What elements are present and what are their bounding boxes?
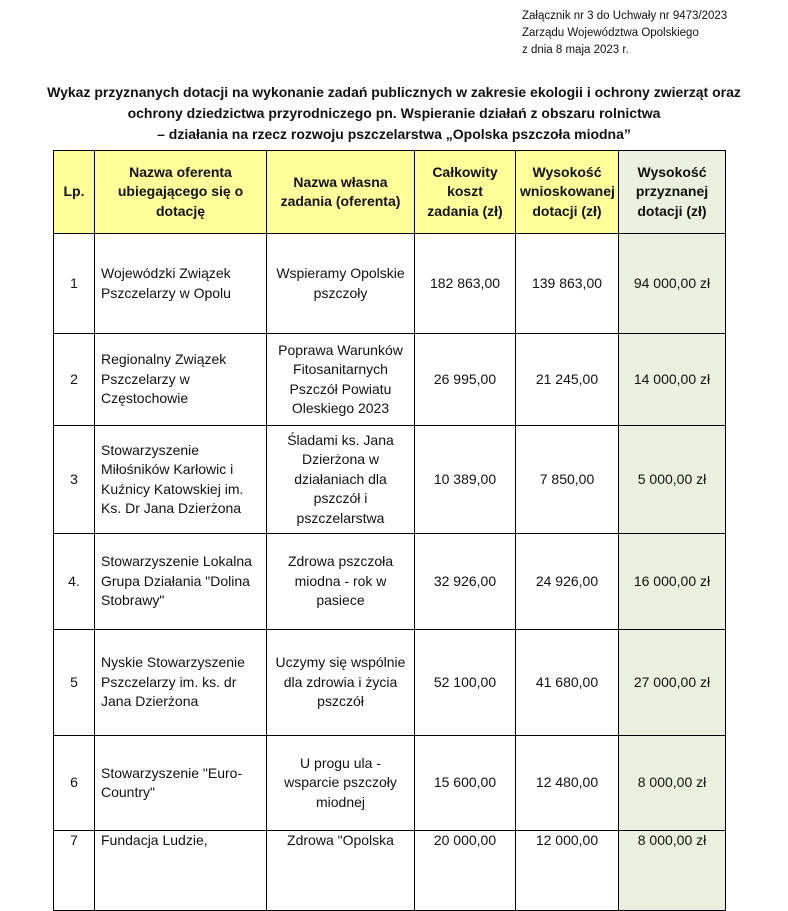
header-oferent: Nazwa oferenta ubiegającego się o dotację — [95, 151, 267, 234]
cell-zadanie: Zdrowa pszczoła miodna - rok w pasiece — [267, 534, 415, 630]
title-line-1: Wykaz przyznanych dotacji na wykonanie zadań publicznych w zakresie ekologii i ochrony zwierząt oraz — [47, 84, 741, 100]
cell-zadanie: U progu ula - wsparcie pszczoły miodnej — [267, 736, 415, 831]
cell-koszt: 26 995,00 — [415, 334, 516, 426]
cell-przyznana: 14 000,00 zł — [619, 334, 726, 426]
header-lp: Lp. — [54, 151, 95, 234]
cell-koszt: 52 100,00 — [415, 630, 516, 736]
table-row — [54, 831, 726, 911]
header-wnioskowana: Wysokość wnioskowanej dotacji (zł) — [516, 151, 619, 234]
cell-zadanie: Poprawa Warunków Fitosanitarnych Pszczół Powiatu Oleskiego 2023 — [267, 334, 415, 426]
attachment-note — [522, 8, 727, 59]
cell-przyznana: 8 000,00 zł — [619, 831, 726, 911]
cell-wnioskowana: 24 926,00 — [516, 534, 619, 630]
document-title — [0, 82, 788, 145]
cell-lp: 1 — [54, 234, 95, 334]
cell-wnioskowana: 7 850,00 — [516, 426, 619, 534]
header-przyznana: Wysokość przyznanej dotacji (zł) — [619, 151, 726, 234]
table-row — [54, 630, 726, 736]
cell-zadanie: Uczymy się wspólnie dla zdrowia i życia pszczół — [267, 630, 415, 736]
cell-lp: 2 — [54, 334, 95, 426]
cell-lp: 7 — [54, 831, 95, 911]
attachment-line-1: Załącznik nr 3 do Uchwały nr 9473/2023 — [522, 10, 728, 22]
cell-zadanie: Śladami ks. Jana Dzierżona w działaniach dla pszczół i pszczelarstwa — [267, 426, 415, 534]
cell-wnioskowana: 139 863,00 — [516, 234, 619, 334]
cell-lp: 3 — [54, 426, 95, 534]
cell-przyznana: 8 000,00 zł — [619, 736, 726, 831]
cell-przyznana: 5 000,00 zł — [619, 426, 726, 534]
cell-koszt: 15 600,00 — [415, 736, 516, 831]
header-koszt: Całkowity koszt zadania (zł) — [415, 151, 516, 234]
cell-wnioskowana: 41 680,00 — [516, 630, 619, 736]
cell-oferent: Stowarzyszenie "Euro-Country" — [95, 736, 267, 831]
cell-wnioskowana: 21 245,00 — [516, 334, 619, 426]
grants-table — [53, 150, 726, 911]
cell-wnioskowana: 12 480,00 — [516, 736, 619, 831]
table-row — [54, 426, 726, 534]
cell-zadanie: Wspieramy Opolskie pszczoły — [267, 234, 415, 334]
table-header-row — [54, 151, 726, 234]
cell-lp: 5 — [54, 630, 95, 736]
cell-zadanie: Zdrowa "Opolska — [267, 831, 415, 911]
cell-przyznana: 16 000,00 zł — [619, 534, 726, 630]
cell-oferent: Nyskie Stowarzyszenie Pszczelarzy im. ks. dr Jana Dzierżona — [95, 630, 267, 736]
cell-wnioskowana: 12 000,00 — [516, 831, 619, 911]
title-line-2: ochrony dziedzictwa przyrodniczego pn. Wspieranie działań z obszaru rolnictwa — [127, 105, 661, 121]
table-row — [54, 534, 726, 630]
cell-koszt: 182 863,00 — [415, 234, 516, 334]
table-body — [54, 234, 726, 911]
cell-lp: 6 — [54, 736, 95, 831]
title-line-3: – działania na rzecz rozwoju pszczelarstwa „Opolska pszczoła miodna” — [157, 126, 631, 142]
cell-oferent: Stowarzyszenie Miłośników Karłowic i Kuźnicy Katowskiej im. Ks. Dr Jana Dzierżona — [95, 426, 267, 534]
cell-koszt: 10 389,00 — [415, 426, 516, 534]
cell-przyznana: 27 000,00 zł — [619, 630, 726, 736]
cell-koszt: 32 926,00 — [415, 534, 516, 630]
cell-lp: 4. — [54, 534, 95, 630]
cell-oferent: Stowarzyszenie Lokalna Grupa Działania "Dolina Stobrawy" — [95, 534, 267, 630]
attachment-line-2: Zarządu Województwa Opolskiego — [522, 27, 699, 39]
table-row — [54, 334, 726, 426]
header-zadanie: Nazwa własna zadania (oferenta) — [267, 151, 415, 234]
cell-oferent: Fundacja Ludzie, — [95, 831, 267, 911]
cell-przyznana: 94 000,00 zł — [619, 234, 726, 334]
attachment-line-3: z dnia 8 maja 2023 r. — [522, 44, 629, 56]
cell-koszt: 20 000,00 — [415, 831, 516, 911]
table-row — [54, 736, 726, 831]
cell-oferent: Wojewódzki Związek Pszczelarzy w Opolu — [95, 234, 267, 334]
cell-oferent: Regionalny Związek Pszczelarzy w Częstochowie — [95, 334, 267, 426]
table-row — [54, 234, 726, 334]
